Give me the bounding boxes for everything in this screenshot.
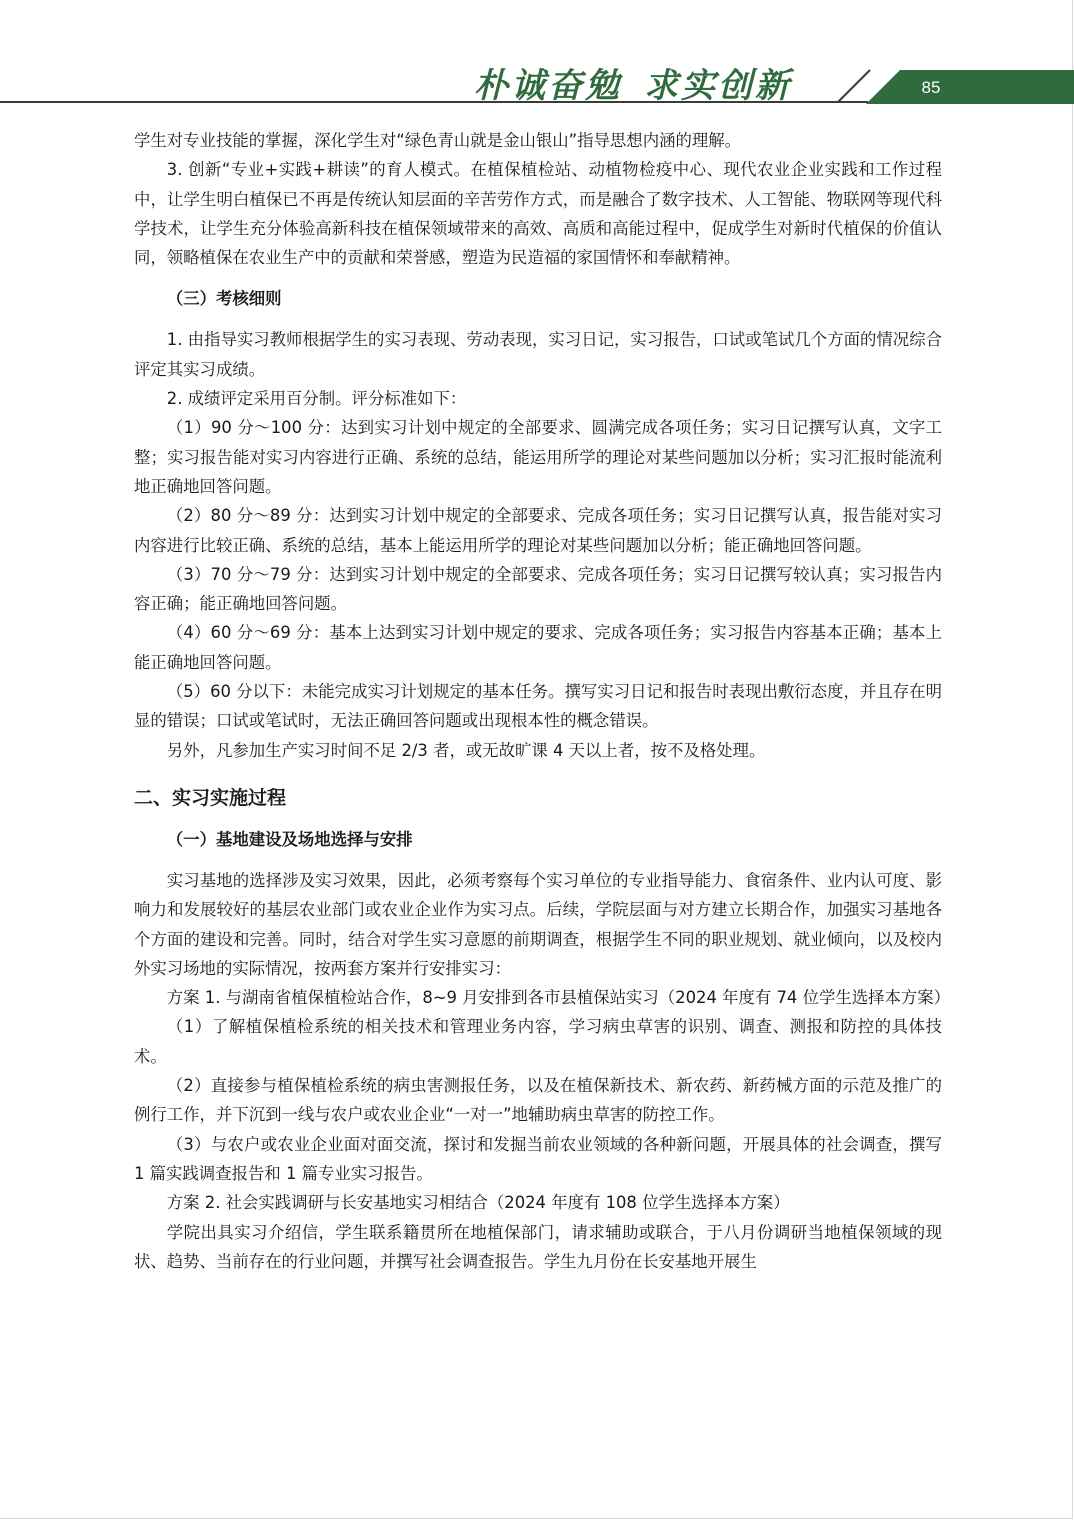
paragraph: （4）60 分～69 分：基本上达到实习计划中规定的要求、完成各项任务；实习报告内容基本正确；基本上能正确地回答问题。 <box>134 623 942 672</box>
paragraph: 另外，凡参加生产实习时间不足 2/3 者，或无故旷课 4 天以上者，按不及格处理。 <box>166 740 766 760</box>
paragraph: （2）80 分～89 分：达到实习计划中规定的全部要求、完成各项任务；实习日记撰写认真，报告能对实习内容进行比较正确、系统的总结，基本上能运用所学的理论对某些问题加以分析；能正确地回答问题。 <box>134 506 942 555</box>
paragraph: 实习基地的选择涉及实习效果，因此，必须考察每个实习单位的专业指导能力、食宿条件、业内认可度、影响力和发展较好的基层农业部门或农业企业作为实习点。后续，学院层面与对方建立长期合作，加强实习基地各个方面的建设和完善。同时，结合对学生实习意愿的前期调查，根据学生不同的职业规划、就业倾向，以及校内外实习场地的实际情况，按两套方案并行安排实习： <box>134 870 942 978</box>
subsection-heading-assessment: （三）考核细则 <box>166 289 282 309</box>
paragraph: （3）70 分～79 分：达到实习计划中规定的全部要求、完成各项任务；实习日记撰写较认真；实习报告内容正确；能正确地回答问题。 <box>134 564 942 614</box>
paragraph: 3. 创新“专业+实践+耕读”的育人模式。在植保植检站、动植物检疫中心、现代农业企业实践和工作过程中，让学生明白植保已不再是传统认知层面的辛苦劳作方式，而是融合了数字技术、人工智能、物联网等现代科学技术，让学生充分体验高新科技在植保领域带来的高效、高质和高能过程中，促成学生对新时代植保的价值认同，领略植保在农业生产中的贡献和荣誉感，塑造为民造福的家国情怀和奉献精神。 <box>134 160 942 268</box>
paragraph: 2. 成绩评定采用百分制。评分标准如下： <box>166 389 467 409</box>
paragraph: （5）60 分以下：未能完成实习计划规定的基本任务。撰写实习日记和报告时表现出敷衍态度，并且存在明显的错误；口试或笔试时，无法正确回答问题或出现根本性的概念错误。 <box>134 682 942 731</box>
paragraph: （1）了解植保植检系统的相关技术和管理业务内容，学习病虫草害的识别、调查、测报和防控的具体技术。 <box>134 1017 942 1066</box>
subsection-heading-base: （一）基地建设及场地选择与安排 <box>166 829 413 849</box>
section-heading-implementation: 二、实习实施过程 <box>134 786 287 809</box>
slogan-part-2: 求实创新 <box>644 66 792 106</box>
page-number: 85 <box>921 78 941 97</box>
paragraph: （1）90 分～100 分：达到实习计划中规定的全部要求、圆满完成各项任务；实习日记撰写认真，文字工整；实习报告能对实习内容进行正确、系统的总结，能运用所学的理论对某些问题加以分析；实习汇报时能流利地正确地回答问题。 <box>134 418 942 496</box>
header-slogan <box>474 58 844 106</box>
paragraph: 1. 由指导实习教师根据学生的实习表现、劳动表现，实习日记，实习报告，口试或笔试几个方面的情况综合评定其实习成绩。 <box>134 330 942 379</box>
slogan-part-1: 朴诚奋勉 <box>474 66 622 106</box>
paragraph: （2）直接参与植保植检系统的病虫害测报任务，以及在植保新技术、新农药、新药械方面的示范及推广的例行工作，并下沉到一线与农户或农业企业“一对一”地辅助病虫草害的防控工作。 <box>134 1076 942 1125</box>
paragraph: 学院出具实习介绍信，学生联系籍贯所在地植保部门，请求辅助或联合，于八月份调研当地植保领域的现状、趋势、当前存在的行业问题，并撰写社会调查报告。学生九月份在长安基地开展生 <box>134 1222 942 1271</box>
page-body <box>134 126 951 1276</box>
paragraph: 方案 2. 社会实践调研与长安基地实习相结合（2024 年度有 108 位学生选择本方案） <box>166 1193 790 1213</box>
paragraph: 方案 1. 与湖南省植保植检站合作，8~9 月安排到各市县植保站实习（2024 年度有 74 位学生选择本方案） <box>166 988 951 1008</box>
page-header <box>0 0 1074 110</box>
paragraph: （3）与农户或农业企业面对面交流，探讨和发掘当前农业领域的各种新问题，开展具体的社会调查，撰写 1 篇实践调查报告和 1 篇专业实习报告。 <box>134 1134 942 1183</box>
paragraph: 学生对专业技能的掌握，深化学生对“绿色青山就是金山银山”指导思想内涵的理解。 <box>134 131 742 150</box>
